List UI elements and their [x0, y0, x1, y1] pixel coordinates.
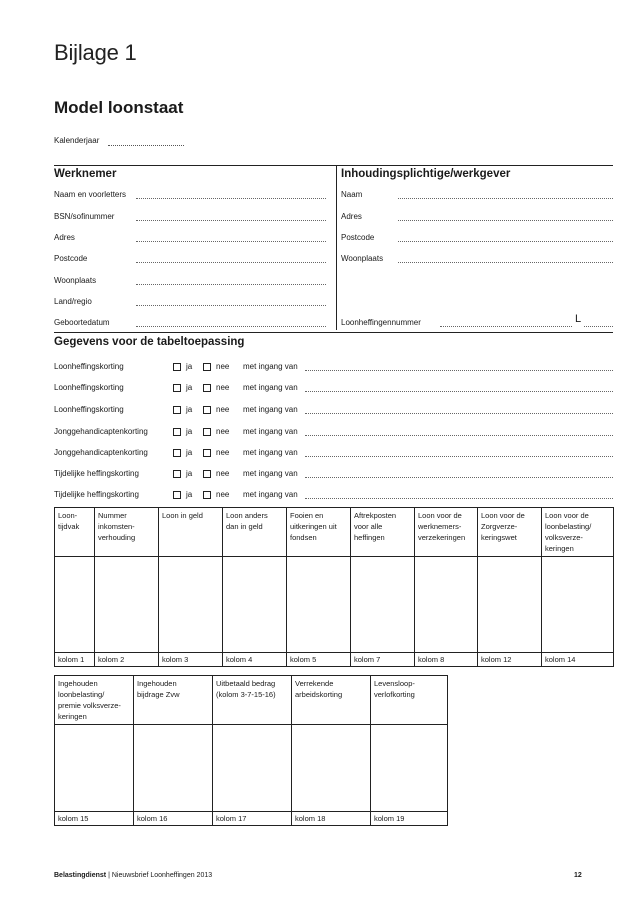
werknemer-field-label: Adres — [54, 233, 75, 242]
kolom-label: kolom 2 — [95, 653, 159, 667]
met-ingang-label: met ingang van — [243, 490, 298, 499]
entry-cell[interactable] — [213, 725, 292, 812]
column-header-line: Loon in geld — [162, 511, 203, 520]
nee-label: nee — [216, 490, 230, 499]
werknemer-field-label: Naam en voorletters — [54, 190, 127, 199]
column-header-line: voor alle — [354, 522, 383, 531]
ja-label: ja — [186, 469, 193, 478]
ja-label: ja — [186, 362, 193, 371]
ingangsdatum-field[interactable] — [305, 477, 613, 478]
column-header-line: Aftrekposten — [354, 511, 397, 520]
column-header-line: Loon voor de — [545, 511, 589, 520]
ja-label: ja — [186, 448, 193, 457]
ja-label: ja — [186, 427, 193, 436]
loonheffingennummer-field-end[interactable] — [584, 326, 613, 327]
loonstaat-table-2 — [54, 675, 448, 826]
kolom-label: kolom 4 — [223, 653, 287, 667]
column-header-line: tijdvak — [58, 522, 80, 531]
column-header-line: (kolom 3-7-15-16) — [216, 690, 276, 699]
column-header — [292, 676, 371, 725]
kolom-label: kolom 1 — [55, 653, 95, 667]
entry-cell[interactable] — [371, 725, 448, 812]
tabel-row-label: Tijdelijke heffingskorting — [54, 469, 139, 478]
werkgever-field-label: Adres — [341, 212, 362, 221]
werkgever-heading: Inhoudingsplichtige/werkgever — [341, 168, 511, 180]
page-number: 12 — [574, 872, 582, 879]
column-header-line: bijdrage Zvw — [137, 690, 180, 699]
tabel-heading: Gegevens voor de tabeltoepassing — [54, 336, 245, 348]
tabel-row-label: Tijdelijke heffingskorting — [54, 490, 139, 499]
column-header — [55, 676, 134, 725]
nee-checkbox[interactable] — [203, 449, 211, 457]
column-header-line: Fooien en — [290, 511, 324, 520]
werknemer-field-input[interactable] — [136, 220, 326, 221]
kalenderjaar-field[interactable] — [108, 145, 184, 146]
ja-label: ja — [186, 383, 193, 392]
werknemer-field-input[interactable] — [136, 262, 326, 263]
tabel-row-label: Loonheffingskorting — [54, 383, 124, 392]
werkgever-field-input[interactable] — [398, 262, 613, 263]
column-header-line: Levensloop- — [374, 679, 415, 688]
entry-cell[interactable] — [55, 725, 134, 812]
column-header-line: Loon- — [58, 511, 78, 520]
kolom-label: kolom 19 — [371, 812, 448, 826]
met-ingang-label: met ingang van — [243, 362, 298, 371]
ja-checkbox[interactable] — [173, 491, 181, 499]
entry-cell[interactable] — [159, 557, 223, 653]
nee-checkbox[interactable] — [203, 491, 211, 499]
column-header — [371, 676, 448, 725]
footer-brand: Belastingdienst — [54, 872, 107, 879]
l-mark: L — [575, 313, 582, 325]
kalenderjaar-label: Kalenderjaar — [54, 136, 100, 145]
column-header — [287, 508, 351, 557]
kolom-label: kolom 17 — [213, 812, 292, 826]
column-header-line: werknemers- — [418, 522, 462, 531]
nee-label: nee — [216, 469, 230, 478]
entry-cell[interactable] — [223, 557, 287, 653]
entry-cell[interactable] — [134, 725, 213, 812]
ingangsdatum-field[interactable] — [305, 370, 613, 371]
werkgever-field-label: Postcode — [341, 233, 375, 242]
column-header-line: Ingehouden — [58, 679, 98, 688]
nee-label: nee — [216, 405, 230, 414]
kolom-label: kolom 15 — [55, 812, 134, 826]
ingangsdatum-field[interactable] — [305, 498, 613, 499]
column-header-line: loonbelasting/ — [545, 522, 592, 531]
werkgever-field-label: Naam — [341, 190, 363, 199]
column-divider — [336, 165, 337, 330]
werkgever-field-input[interactable] — [398, 241, 613, 242]
ja-checkbox[interactable] — [173, 449, 181, 457]
tabel-row-label: Loonheffingskorting — [54, 405, 124, 414]
kolom-label: kolom 14 — [542, 653, 614, 667]
nee-checkbox[interactable] — [203, 470, 211, 478]
ingangsdatum-field[interactable] — [305, 391, 613, 392]
loonheffingennummer-label: Loonheffingennummer — [341, 318, 421, 327]
ja-label: ja — [186, 405, 193, 414]
werkgever-field-input[interactable] — [398, 198, 613, 199]
column-header-line: verzekeringen — [418, 533, 466, 542]
section-divider — [54, 165, 613, 166]
kolom-label: kolom 16 — [134, 812, 213, 826]
column-header — [134, 676, 213, 725]
column-header — [213, 676, 292, 725]
met-ingang-label: met ingang van — [243, 383, 298, 392]
werknemer-field-input[interactable] — [136, 241, 326, 242]
nee-checkbox[interactable] — [203, 406, 211, 414]
werknemer-heading: Werknemer — [54, 168, 117, 180]
column-header — [351, 508, 415, 557]
entry-cell[interactable] — [351, 557, 415, 653]
ja-checkbox[interactable] — [173, 406, 181, 414]
column-header — [542, 508, 614, 557]
met-ingang-label: met ingang van — [243, 427, 298, 436]
footer — [54, 872, 212, 879]
column-header — [223, 508, 287, 557]
column-header-line: Verrekende — [295, 679, 334, 688]
nee-label: nee — [216, 448, 230, 457]
column-header-line: dan in geld — [226, 522, 263, 531]
column-header-line: Nummer — [98, 511, 127, 520]
werkgever-field-input[interactable] — [398, 220, 613, 221]
column-header-line: arbeidskorting — [295, 690, 343, 699]
column-header — [415, 508, 478, 557]
column-header — [55, 508, 95, 557]
werknemer-field-label: Geboortedatum — [54, 318, 110, 327]
kolom-label: kolom 3 — [159, 653, 223, 667]
entry-cell[interactable] — [95, 557, 159, 653]
ingangsdatum-field[interactable] — [305, 435, 613, 436]
column-header-line: Loon voor de — [481, 511, 525, 520]
column-header-line: keringen — [545, 544, 574, 553]
column-header-line: verlofkorting — [374, 690, 415, 699]
column-header — [95, 508, 159, 557]
column-header-line: heffingen — [354, 533, 385, 542]
page-heading: Bijlage 1 — [54, 40, 137, 65]
met-ingang-label: met ingang van — [243, 405, 298, 414]
kolom-label: kolom 18 — [292, 812, 371, 826]
loonheffingennummer-field[interactable] — [440, 326, 572, 327]
ja-checkbox[interactable] — [173, 384, 181, 392]
ja-checkbox[interactable] — [173, 363, 181, 371]
column-header-line: verhouding — [98, 533, 136, 542]
werknemer-field-input[interactable] — [136, 284, 326, 285]
werknemer-field-label: Woonplaats — [54, 276, 97, 285]
column-header-line: fondsen — [290, 533, 317, 542]
loonstaat-table-1 — [54, 507, 614, 667]
werknemer-field-label: Land/regio — [54, 297, 92, 306]
form-title: Model loonstaat — [54, 98, 184, 117]
ja-checkbox[interactable] — [173, 470, 181, 478]
werknemer-field-input[interactable] — [136, 326, 326, 327]
entry-cell[interactable] — [542, 557, 614, 653]
nee-label: nee — [216, 362, 230, 371]
footer-sep: | — [106, 872, 112, 879]
entry-cell[interactable] — [55, 557, 95, 653]
kolom-label: kolom 8 — [415, 653, 478, 667]
ingangsdatum-field[interactable] — [305, 456, 613, 457]
nee-checkbox[interactable] — [203, 363, 211, 371]
column-header-line: Loon voor de — [418, 511, 462, 520]
nee-checkbox[interactable] — [203, 428, 211, 436]
ja-label: ja — [186, 490, 193, 499]
ja-checkbox[interactable] — [173, 428, 181, 436]
tabel-row-label: Jonggehandicaptenkorting — [54, 448, 148, 457]
column-header-line: keringen — [58, 712, 87, 721]
met-ingang-label: met ingang van — [243, 469, 298, 478]
footer-publication: Nieuwsbrief Loonheffingen 2013 — [111, 872, 213, 879]
werknemer-field-label: BSN/sofinummer — [54, 212, 115, 221]
entry-cell[interactable] — [287, 557, 351, 653]
column-header-line: inkomsten- — [98, 522, 135, 531]
column-header — [478, 508, 542, 557]
tabel-row-label: Jonggehandicaptenkorting — [54, 427, 148, 436]
kolom-label: kolom 7 — [351, 653, 415, 667]
column-header-line: keringswet — [481, 533, 517, 542]
nee-label: nee — [216, 383, 230, 392]
kolom-label: kolom 5 — [287, 653, 351, 667]
column-header-line: volksverze- — [545, 533, 583, 542]
column-header-line: Loon anders — [226, 511, 268, 520]
werknemer-field-label: Postcode — [54, 254, 88, 263]
entry-cell[interactable] — [478, 557, 542, 653]
column-header-line: premie volksverze- — [58, 701, 121, 710]
ingangsdatum-field[interactable] — [305, 413, 613, 414]
entry-cell[interactable] — [415, 557, 478, 653]
column-header-line: uitkeringen uit — [290, 522, 337, 531]
column-header-line: Uitbetaald bedrag — [216, 679, 276, 688]
met-ingang-label: met ingang van — [243, 448, 298, 457]
section-divider — [54, 332, 613, 333]
tabel-row-label: Loonheffingskorting — [54, 362, 124, 371]
column-header-line: Zorgverze- — [481, 522, 518, 531]
column-header-line: loonbelasting/ — [58, 690, 105, 699]
werknemer-field-input[interactable] — [136, 198, 326, 199]
werkgever-field-label: Woonplaats — [341, 254, 384, 263]
werknemer-field-input[interactable] — [136, 305, 326, 306]
nee-checkbox[interactable] — [203, 384, 211, 392]
kolom-label: kolom 12 — [478, 653, 542, 667]
column-header — [159, 508, 223, 557]
nee-label: nee — [216, 427, 230, 436]
column-header-line: Ingehouden — [137, 679, 177, 688]
entry-cell[interactable] — [292, 725, 371, 812]
